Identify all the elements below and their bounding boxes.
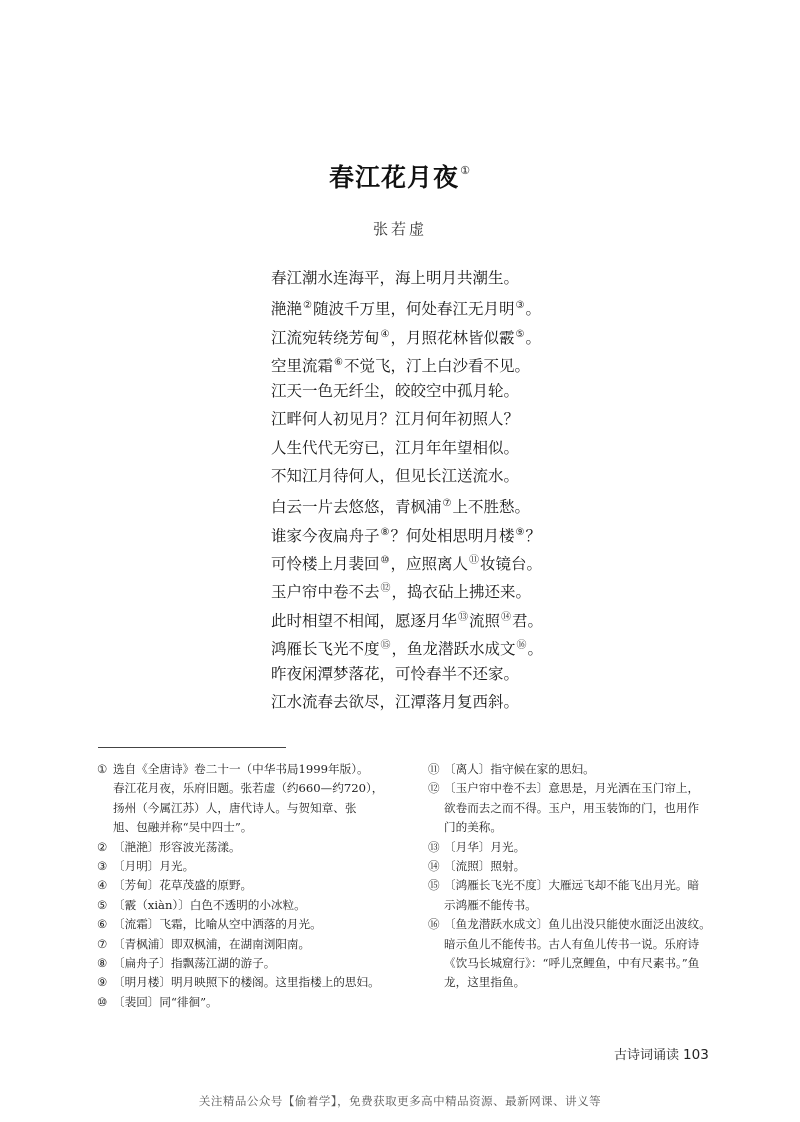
poem-line — [271, 490, 731, 518]
footnote-mark: ⑥ — [334, 356, 343, 368]
poem-author: 张若虚 — [372, 220, 427, 238]
footnote — [97, 915, 393, 934]
poem-line — [271, 434, 731, 462]
footnote-line: 欲卷而去之而不得。玉户，用玉装饰的门，也用作 — [444, 800, 700, 815]
poem-line — [271, 519, 731, 547]
footnote-line: 〔霰（xiàn）〕白色不透明的小冰粒。 — [113, 897, 306, 912]
poem-line — [271, 292, 731, 320]
poem-text: 人生代代无穷已，江月年年望相似。 — [271, 438, 520, 457]
footnote-mark: ⑤ — [515, 328, 525, 340]
page-number: 103 — [683, 1047, 709, 1063]
poem-body — [271, 264, 731, 717]
footnote — [97, 954, 393, 973]
footnote — [97, 857, 393, 876]
footnotes-left-column — [97, 760, 393, 1012]
footnote-number: ⑪ — [428, 762, 440, 776]
footnote-mark: ⑬ — [458, 611, 469, 623]
footnote — [428, 857, 715, 876]
footnote-mark: ⑨ — [515, 526, 525, 538]
footnote-text — [113, 973, 393, 992]
footnote-number: ③ — [97, 859, 108, 874]
footnote-line: 春江花月夜，乐府旧题。张若虚（约660—约720）， — [113, 781, 384, 796]
poem-line — [271, 547, 731, 575]
poem-text: 妆镜台。 — [480, 554, 543, 573]
footnote-mark: ⑩ — [380, 554, 390, 566]
footnote-line: 〔滟滟〕形容波光荡漾。 — [113, 839, 241, 854]
footnote-number: ⑥ — [97, 917, 108, 932]
poem-text: 。 — [525, 328, 541, 347]
footnote-text — [444, 779, 715, 837]
poem-line — [271, 264, 731, 292]
poem-text: 此时相望不相闻，愿逐月华 — [271, 611, 458, 630]
footnote-number: ⑯ — [428, 917, 440, 932]
footnote-line: 〔离人〕指守候在家的思妇。 — [444, 762, 595, 776]
footnote-text — [444, 857, 715, 876]
footnote-text — [113, 857, 393, 876]
footnote-mark: ⑦ — [442, 498, 452, 510]
poem-text: 春江潮水连海平，海上明月共潮生。 — [271, 269, 520, 287]
poem-line — [271, 632, 731, 660]
footnote-line: 门的美称。 — [444, 820, 502, 835]
footnote — [97, 935, 393, 954]
footnote-number: ⑦ — [97, 936, 108, 951]
footnote-number: ⑬ — [428, 839, 440, 854]
footnote-mark: ⑯ — [516, 639, 527, 651]
footnote-line: 龙，这里指鱼。 — [444, 975, 526, 990]
poem-text: 谁家今夜扁舟子 — [271, 526, 380, 545]
footnote-line: 〔流霜〕飞霜，比喻从空中洒落的月光。 — [113, 917, 322, 932]
footnote-line: 〔玉户帘中卷不去〕意思是，月光洒在玉门帘上， — [444, 781, 700, 796]
footnote-number: ④ — [97, 878, 108, 893]
poem-text: 江流宛转绕芳甸 — [271, 328, 380, 347]
footnotes-right-column — [428, 760, 715, 993]
footnote-line: 扬州（今属江苏）人，唐代诗人。与贺知章、张 — [113, 800, 357, 815]
poem-text: 江天一色无纤尘，皎皎空中孤月轮。 — [271, 382, 520, 401]
footnote-line: 〔月明〕月光。 — [113, 859, 195, 874]
poem-text: 玉户帘中卷不去 — [271, 583, 380, 602]
poem-line — [271, 349, 731, 377]
footnote-text — [113, 896, 393, 915]
poem-text: 流照 — [469, 611, 501, 630]
footnote-number: ⑨ — [97, 975, 108, 990]
footnote-mark: ⑮ — [380, 639, 391, 651]
poem-text: 随波千万里，何处春江无月明 — [312, 300, 515, 319]
footnote-number: ⑮ — [428, 878, 440, 893]
poem-text: 昨夜闲潭梦落花，可怜春半不还家。 — [271, 665, 520, 684]
poem-text: 。 — [527, 639, 544, 658]
footnote-line: 旭、包融并称“吴中四士”。 — [113, 820, 253, 835]
poem-text: 不知江月待何人，但见长江送流水。 — [271, 467, 520, 486]
footnote — [97, 993, 393, 1012]
footnote-line: 〔月华〕月光。 — [444, 839, 526, 854]
footnote-text — [444, 760, 715, 779]
footnote-line: 暗示鱼儿不能传书。古人有鱼儿传书一说。乐府诗 — [444, 936, 700, 951]
footnote-text — [113, 915, 393, 934]
footnote-number: ⑫ — [428, 781, 440, 796]
footnote-divider — [98, 747, 286, 748]
poem-text: 上不胜愁。 — [452, 498, 530, 517]
footnote-line: 〔鱼龙潜跃水成文〕鱼儿出没只能使水面泛出波纹。 — [444, 917, 711, 932]
footnote-line: 〔鸿雁长飞光不度〕大雁远飞却不能飞出月光。暗 — [444, 878, 700, 893]
poem-line — [271, 660, 731, 688]
footnote-text — [113, 993, 393, 1012]
poem-text: 白云一片去悠悠，青枫浦 — [271, 498, 442, 517]
footnote-line: 〔芳甸〕花草茂盛的原野。 — [113, 878, 253, 893]
footnote — [428, 779, 715, 837]
poem-line — [271, 688, 731, 716]
footnote — [97, 760, 393, 838]
footnote — [428, 760, 715, 779]
poem-title-text: 春江花月夜 — [329, 163, 460, 192]
poem-text: ，鱼龙潜跃水成文 — [391, 639, 516, 658]
footnote-mark: ⑧ — [380, 526, 390, 538]
poem-text: 君。 — [512, 611, 544, 630]
footnote-text — [444, 915, 715, 993]
poem-text: 空里流霜 — [271, 356, 334, 375]
footnote-text — [113, 838, 393, 857]
footnote-line: 选自《全唐诗》卷二十一（中华书局1999年版）。 — [113, 762, 369, 776]
footnote-number: ① — [97, 762, 108, 776]
footnote — [428, 838, 715, 857]
poem-line — [271, 604, 731, 632]
footnote-mark: ② — [303, 300, 312, 312]
footnote — [97, 973, 393, 992]
footnote-number: ⑩ — [97, 994, 108, 1009]
footnote — [97, 896, 393, 915]
poem-line — [271, 321, 731, 349]
footnote-number: ② — [97, 839, 108, 854]
footnote — [97, 838, 393, 857]
poem-text: 不觉飞，汀上白沙看不见。 — [343, 356, 530, 375]
poem-line — [271, 462, 731, 490]
footnote-number: ⑭ — [428, 859, 440, 874]
poem-text: 滟滟 — [271, 300, 303, 319]
footnote-text — [113, 935, 393, 954]
poem-line — [271, 377, 731, 405]
footnote-line: 《饮马长城窟行》：“呼儿烹鲤鱼，中有尺素书。”鱼 — [444, 956, 700, 971]
footnote-number: ⑧ — [97, 956, 108, 971]
poem-text: ，捣衣砧上拂还来。 — [391, 583, 532, 602]
footnote-text — [113, 760, 393, 838]
section-name: 古诗词诵读 — [614, 1048, 680, 1063]
poem-text: 江水流春去欲尽，江潭落月复西斜。 — [271, 693, 520, 712]
poem-title — [0, 158, 800, 194]
footnote-mark: ④ — [380, 328, 390, 340]
poem-text: 江畔何人初见月？江月何年初照人？ — [271, 410, 520, 429]
footnote-text — [444, 876, 715, 915]
footnote — [428, 876, 715, 915]
footnote-text — [113, 876, 393, 895]
footnote-mark: ⑭ — [501, 611, 512, 623]
footnote — [428, 915, 715, 993]
poem-text: ？何处相思明月楼 — [390, 526, 515, 545]
footnote-line: 〔明月楼〕明月映照下的楼阁。这里指楼上的思妇。 — [113, 975, 380, 990]
footnote-line: 〔裴回〕同“徘徊”。 — [113, 994, 218, 1009]
poem-text: 鸿雁长飞光不度 — [271, 639, 380, 658]
footnote-mark: ③ — [515, 300, 525, 312]
poem-text: ，月照花林皆似霰 — [390, 328, 515, 347]
footnote-line: 〔青枫浦〕即双枫浦，在湖南浏阳南。 — [113, 936, 311, 951]
footnote-mark: ⑫ — [380, 583, 391, 595]
footnote — [97, 876, 393, 895]
poem-line — [271, 405, 731, 433]
poem-line — [271, 575, 731, 603]
footnote-line: 〔流照〕照射。 — [444, 859, 526, 874]
footnote-line: 示鸿雁不能传书。 — [444, 897, 537, 912]
poem-text: 可怜楼上月裴回 — [271, 554, 380, 573]
page-footer — [614, 1044, 709, 1063]
poem-text: 。 — [525, 300, 541, 319]
footnote-number: ⑤ — [97, 897, 108, 912]
title-footnote-mark: ① — [460, 164, 471, 177]
footnote-text — [113, 954, 393, 973]
footnote-text — [444, 838, 715, 857]
footnote-line: 〔扁舟子〕指飘荡江湖的游子。 — [113, 956, 276, 971]
poem-text: ，应照离人 — [390, 554, 468, 573]
poem-text: ？ — [525, 526, 541, 545]
footnote-mark: ⑪ — [469, 554, 479, 566]
watermark-text: 关注精品公众号【偷着学】，免费获取更多高中精品资源、最新网课、讲义等 — [198, 1094, 602, 1108]
